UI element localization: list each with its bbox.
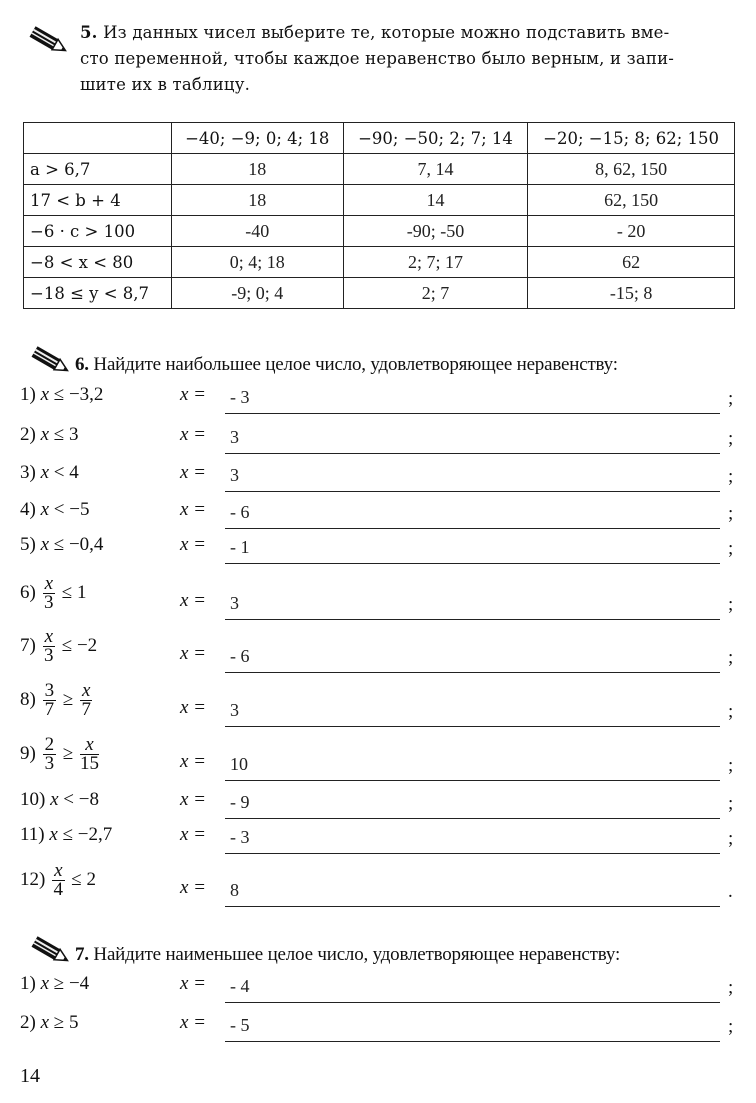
answer-row — [20, 572, 745, 620]
task7-number: 7. — [75, 944, 89, 965]
answer-input-line[interactable] — [225, 671, 720, 673]
inequality-label: 1) x ≤ −3,2 — [20, 384, 104, 405]
answer-cell[interactable]: 7, 14 — [343, 154, 527, 185]
answer-row — [20, 456, 745, 492]
answer-value: 3 — [230, 465, 239, 485]
answer-row — [20, 418, 745, 454]
header-cell-set-2: −90; −50; 2; 7; 14 — [343, 123, 527, 154]
inequality-label: 12) $\frac{x}{4}$ ≤ 2 — [20, 860, 96, 900]
answer-cell[interactable]: 14 — [343, 185, 527, 216]
answer-cell[interactable]: -40 — [171, 216, 343, 247]
table-header-row — [24, 123, 735, 154]
row-punctuation: ; — [728, 828, 734, 849]
x-equals-label: x = — [180, 973, 207, 994]
answer-cell[interactable]: - 20 — [528, 216, 735, 247]
pencil-icon — [30, 936, 72, 966]
x-equals-label: x = — [180, 751, 207, 772]
answer-row — [20, 857, 745, 907]
row-punctuation: ; — [728, 388, 734, 409]
inequality-label: 6) $\frac{x}{3}$ ≤ 1 — [20, 573, 87, 613]
task6-instruction — [75, 352, 618, 378]
x-equals-label: x = — [180, 877, 207, 898]
pencil-icon — [28, 26, 70, 56]
table-row — [24, 216, 735, 247]
answer-value: 3 — [230, 593, 239, 613]
answer-value: 3 — [230, 700, 239, 720]
task5-number: 5. — [80, 23, 98, 42]
table-row — [24, 247, 735, 278]
answer-input-line[interactable] — [225, 779, 720, 781]
answer-value: - 6 — [230, 646, 250, 666]
answer-value: - 3 — [230, 827, 250, 847]
answer-row — [20, 493, 745, 529]
pencil-icon — [30, 346, 72, 376]
task7-text: Найдите наименьшее целое число, удовлетворяющее неравенству: — [93, 944, 621, 965]
answer-cell[interactable]: 18 — [171, 185, 343, 216]
condition-cell: −6 · c > 100 — [24, 216, 172, 247]
answer-row — [20, 820, 745, 854]
row-punctuation: ; — [728, 466, 734, 487]
answer-cell[interactable]: -90; -50 — [343, 216, 527, 247]
answer-row — [20, 378, 745, 414]
condition-cell: a > 6,7 — [24, 154, 172, 185]
page-number: 14 — [20, 1065, 40, 1087]
x-equals-label: x = — [180, 1012, 207, 1033]
x-equals-label: x = — [180, 534, 207, 555]
condition-cell: −8 < x < 80 — [24, 247, 172, 278]
answer-value: - 1 — [230, 537, 250, 557]
answer-input-line[interactable] — [225, 490, 720, 492]
answer-row — [20, 785, 745, 819]
answer-value: - 6 — [230, 502, 250, 522]
x-equals-label: x = — [180, 789, 207, 810]
row-punctuation: ; — [728, 428, 734, 449]
answer-input-line[interactable] — [225, 562, 720, 564]
x-equals-label: x = — [180, 424, 207, 445]
answer-input-line[interactable] — [225, 1040, 720, 1042]
inequality-label: 3) x < 4 — [20, 462, 79, 483]
answer-row — [20, 969, 745, 1003]
condition-cell: −18 ≤ y < 8,7 — [24, 278, 172, 309]
row-punctuation: . — [728, 881, 733, 902]
inequality-label: 7) $\frac{x}{3}$ ≤ −2 — [20, 626, 98, 666]
answer-cell[interactable]: 2; 7 — [343, 278, 527, 309]
answer-input-line[interactable] — [225, 905, 720, 907]
answer-value: 3 — [230, 427, 239, 447]
x-equals-label: x = — [180, 824, 207, 845]
inequality-label: 4) x < −5 — [20, 499, 90, 520]
answer-cell[interactable]: 2; 7; 17 — [343, 247, 527, 278]
x-equals-label: x = — [180, 697, 207, 718]
answer-cell[interactable]: 18 — [171, 154, 343, 185]
x-equals-label: x = — [180, 643, 207, 664]
answer-row — [20, 679, 745, 727]
answer-value: - 4 — [230, 976, 250, 996]
answer-value: - 5 — [230, 1015, 250, 1035]
answer-cell[interactable]: 62 — [528, 247, 735, 278]
inequality-label: 2) x ≥ 5 — [20, 1012, 79, 1033]
inequality-label: 9) $\frac{2}{3}$ ≥ $\frac{x}{15}$ — [20, 734, 100, 774]
row-punctuation: ; — [728, 977, 734, 998]
row-punctuation: ; — [728, 647, 734, 668]
task5-line-3: шите их в таблицу. — [80, 75, 251, 94]
inequality-label: 2) x ≤ 3 — [20, 424, 79, 445]
answer-value: 10 — [230, 754, 248, 774]
task5-line-2: сто переменной, чтобы каждое неравенство было верным, и запи- — [80, 49, 675, 68]
row-punctuation: ; — [728, 1016, 734, 1037]
header-cell-set-1: −40; −9; 0; 4; 18 — [171, 123, 343, 154]
answer-input-line[interactable] — [225, 817, 720, 819]
inequality-label: 1) x ≥ −4 — [20, 973, 90, 994]
inequality-label: 5) x ≤ −0,4 — [20, 534, 104, 555]
inequality-label: 8) $\frac{3}{7}$ ≥ $\frac{x}{7}$ — [20, 680, 91, 720]
answer-value: 8 — [230, 880, 239, 900]
answer-cell[interactable]: -9; 0; 4 — [171, 278, 343, 309]
answer-input-line[interactable] — [225, 412, 720, 414]
x-equals-label: x = — [180, 462, 207, 483]
table-row — [24, 154, 735, 185]
answer-input-line[interactable] — [225, 618, 720, 620]
row-punctuation: ; — [728, 594, 734, 615]
answer-cell[interactable]: 62, 150 — [528, 185, 735, 216]
row-punctuation: ; — [728, 701, 734, 722]
row-punctuation: ; — [728, 503, 734, 524]
answer-cell[interactable]: -15; 8 — [528, 278, 735, 309]
answer-input-line[interactable] — [225, 452, 720, 454]
task7-instruction — [75, 942, 620, 968]
answer-value: - 3 — [230, 387, 250, 407]
header-cell-set-3: −20; −15; 8; 62; 150 — [528, 123, 735, 154]
answer-input-line[interactable] — [225, 1001, 720, 1003]
task5-table — [23, 122, 735, 309]
answer-row — [20, 528, 745, 564]
x-equals-label: x = — [180, 499, 207, 520]
condition-cell: 17 < b + 4 — [24, 185, 172, 216]
row-punctuation: ; — [728, 793, 734, 814]
inequality-label: 10) x < −8 — [20, 789, 99, 810]
answer-cell[interactable]: 8, 62, 150 — [528, 154, 735, 185]
answer-row — [20, 625, 745, 673]
task6-number: 6. — [75, 354, 89, 375]
answer-input-line[interactable] — [225, 852, 720, 854]
x-equals-label: x = — [180, 590, 207, 611]
answer-cell[interactable]: 0; 4; 18 — [171, 247, 343, 278]
task5-instruction — [80, 20, 735, 98]
answer-value: - 9 — [230, 792, 250, 812]
answer-row — [20, 733, 745, 781]
task6-text: Найдите наибольшее целое число, удовлетворяющее неравенству: — [93, 354, 618, 375]
answer-input-line[interactable] — [225, 725, 720, 727]
task5-line-1: Из данных чисел выберите те, которые можно подставить вме- — [103, 23, 670, 42]
x-equals-label: x = — [180, 384, 207, 405]
inequality-label: 11) x ≤ −2,7 — [20, 824, 113, 845]
header-cell-empty — [24, 123, 172, 154]
row-punctuation: ; — [728, 538, 734, 559]
table-row — [24, 185, 735, 216]
row-punctuation: ; — [728, 755, 734, 776]
table-row — [24, 278, 735, 309]
answer-row — [20, 1006, 745, 1042]
